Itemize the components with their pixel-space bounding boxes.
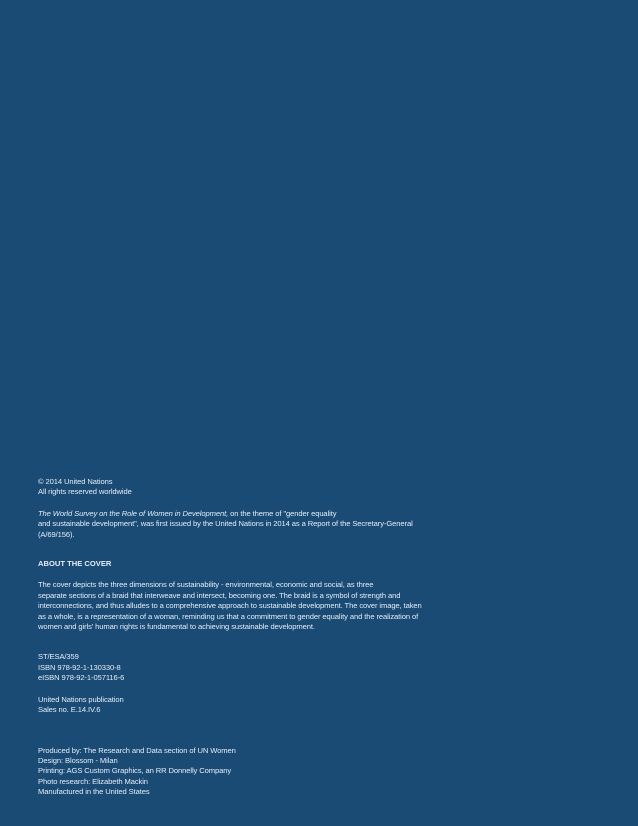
- survey-title: The World Survey on the Role of Women in Development,: [38, 508, 229, 518]
- credits-block: [38, 746, 478, 798]
- survey-description: [38, 509, 478, 540]
- imprint-text: [38, 477, 478, 798]
- about-line: women and girls' human rights is fundamental to achieving sustainable development.: [38, 622, 315, 632]
- rights-line: All rights reserved worldwide: [38, 487, 132, 497]
- credit-design: Design: Blossom - Milan: [38, 755, 118, 765]
- sales-number: Sales no. E.14.IV.6: [38, 705, 101, 715]
- about-cover-heading: ABOUT THE COVER: [38, 559, 112, 569]
- about-line: The cover depicts the three dimensions of sustainability - environmental, economic and social, as three: [38, 580, 374, 590]
- about-cover-paragraph: [38, 580, 478, 632]
- identifiers-block: [38, 652, 478, 683]
- about-line: interconnections, and thus alludes to a comprehensive approach to sustainable development. The cover image, taken: [38, 601, 422, 611]
- publication-type: United Nations publication: [38, 694, 124, 704]
- credit-printing: Printing: AGS Custom Graphics, an RR Donnelly Company: [38, 766, 232, 776]
- isbn: ISBN 978-92-1-130330-8: [38, 662, 121, 672]
- credit-photo-research: Photo research: Elizabeth Mackin: [38, 776, 148, 786]
- survey-line-1-rest: on the theme of "gender equality: [228, 508, 337, 518]
- copyright-block: [38, 477, 478, 498]
- publication-block: [38, 695, 478, 716]
- copyright-line: © 2014 United Nations: [38, 477, 113, 486]
- survey-line-1: [38, 509, 478, 519]
- credit-produced-by: Produced by: The Research and Data section of UN Women: [38, 745, 236, 755]
- eisbn: eISBN 978-92-1-057116-6: [38, 673, 125, 683]
- survey-line-3: (A/69/156).: [38, 529, 75, 539]
- credit-manufactured: Manufactured in the United States: [38, 787, 150, 797]
- survey-line-2: and sustainable development", was first issued by the United Nations in 2014 as a Report of the Secretary-General: [38, 519, 413, 529]
- st-number: ST/ESA/359: [38, 652, 79, 662]
- about-line: as a whole, is a representation of a woman, reminding us that a commitment to gender equality and the realization of: [38, 611, 419, 621]
- about-line: separate sections of a braid that interweave and intersect, becoming one. The braid is a symbol of strength and: [38, 590, 401, 600]
